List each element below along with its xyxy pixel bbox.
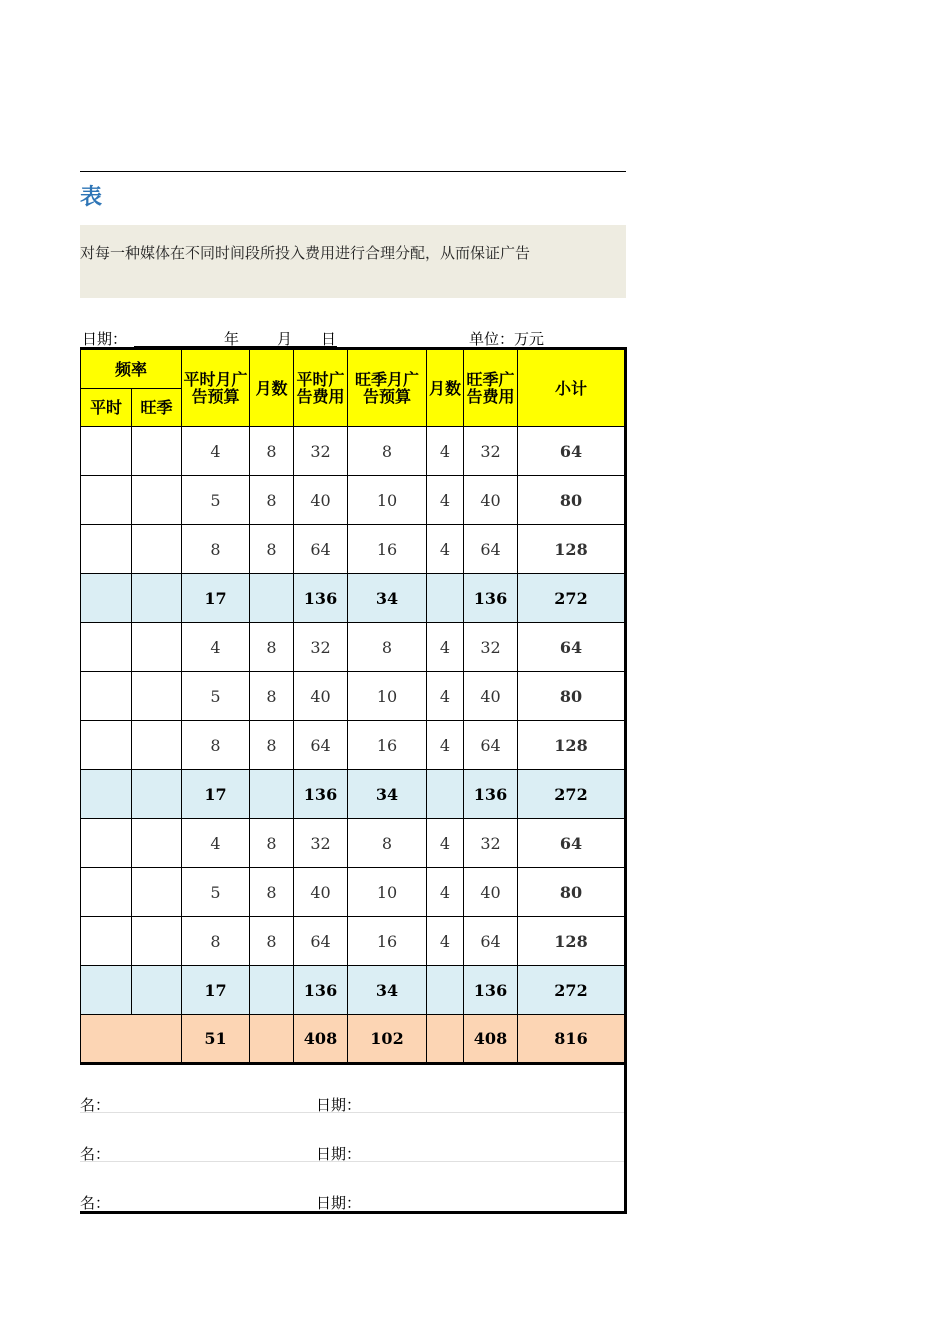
header-normal-monthly-budget: 平时月广告预算 bbox=[182, 349, 250, 427]
cell-peak-frequency bbox=[132, 623, 182, 672]
cell-months bbox=[250, 574, 294, 623]
cell-normal-frequency bbox=[81, 966, 132, 1015]
cell-total-label bbox=[81, 1015, 182, 1064]
cell-months: 8 bbox=[250, 623, 294, 672]
cell-peak-frequency bbox=[132, 868, 182, 917]
day-label: 日 bbox=[321, 330, 337, 348]
cell-normal-frequency bbox=[81, 819, 132, 868]
cell-months bbox=[250, 966, 294, 1015]
cell-normal-frequency bbox=[81, 427, 132, 476]
header-peak: 旺季 bbox=[132, 389, 182, 427]
cell-subtotal: 80 bbox=[518, 868, 626, 917]
cell-subtotal: 272 bbox=[518, 966, 626, 1015]
cell-peak-ad-cost: 32 bbox=[464, 623, 518, 672]
header-peak-ad-cost: 旺季广告费用 bbox=[464, 349, 518, 427]
cell-normal-monthly-budget: 4 bbox=[182, 427, 250, 476]
cell-normal-monthly-budget: 5 bbox=[182, 476, 250, 525]
cell-peak-frequency bbox=[132, 476, 182, 525]
cell-peak-frequency bbox=[132, 427, 182, 476]
cell-peak-frequency bbox=[132, 966, 182, 1015]
cell-peak-months: 4 bbox=[427, 623, 464, 672]
cell-peak-ad-cost: 40 bbox=[464, 672, 518, 721]
grand-total-row bbox=[81, 1015, 626, 1064]
total-months bbox=[250, 1015, 294, 1064]
total-normal-ad-cost: 408 bbox=[294, 1015, 348, 1064]
cell-normal-monthly-budget: 8 bbox=[182, 525, 250, 574]
cell-normal-frequency bbox=[81, 623, 132, 672]
cell-normal-monthly-budget: 5 bbox=[182, 868, 250, 917]
signoff-date-label: 日期： bbox=[316, 1145, 362, 1163]
date-label: 日期： bbox=[82, 330, 128, 348]
signoff-section bbox=[80, 1064, 627, 1214]
cell-normal-ad-cost: 64 bbox=[294, 525, 348, 574]
cell-normal-monthly-budget: 8 bbox=[182, 917, 250, 966]
signoff-row bbox=[80, 1064, 624, 1113]
cell-normal-ad-cost: 40 bbox=[294, 672, 348, 721]
header-peak-monthly-budget: 旺季月广告预算 bbox=[348, 349, 427, 427]
signoff-name-label: 名： bbox=[80, 1194, 111, 1212]
total-subtotal: 816 bbox=[518, 1015, 626, 1064]
cell-subtotal: 128 bbox=[518, 721, 626, 770]
cell-months: 8 bbox=[250, 917, 294, 966]
subtotal-row bbox=[81, 574, 626, 623]
signoff-date-label: 日期： bbox=[316, 1096, 362, 1114]
cell-normal-frequency bbox=[81, 770, 132, 819]
cell-peak-ad-cost: 32 bbox=[464, 819, 518, 868]
description-banner bbox=[80, 225, 626, 298]
total-peak-ad-cost: 408 bbox=[464, 1015, 518, 1064]
header-subtotal: 小计 bbox=[518, 349, 626, 427]
signoff-row bbox=[80, 1162, 624, 1211]
month-label: 月 bbox=[277, 330, 293, 348]
signoff-row bbox=[80, 1113, 624, 1162]
cell-subtotal: 64 bbox=[518, 819, 626, 868]
cell-subtotal: 272 bbox=[518, 574, 626, 623]
cell-peak-months: 4 bbox=[427, 672, 464, 721]
cell-normal-ad-cost: 136 bbox=[294, 574, 348, 623]
cell-months: 8 bbox=[250, 672, 294, 721]
table-row bbox=[81, 721, 626, 770]
cell-peak-monthly-budget: 8 bbox=[348, 623, 427, 672]
cell-peak-ad-cost: 136 bbox=[464, 770, 518, 819]
cell-peak-ad-cost: 40 bbox=[464, 868, 518, 917]
cell-peak-monthly-budget: 34 bbox=[348, 574, 427, 623]
cell-subtotal: 80 bbox=[518, 672, 626, 721]
header-normal-ad-cost: 平时广告费用 bbox=[294, 349, 348, 427]
cell-normal-ad-cost: 32 bbox=[294, 623, 348, 672]
cell-peak-months: 4 bbox=[427, 476, 464, 525]
table-row bbox=[81, 672, 626, 721]
signoff-name-label: 名： bbox=[80, 1145, 111, 1163]
cell-peak-months: 4 bbox=[427, 917, 464, 966]
cell-normal-frequency bbox=[81, 917, 132, 966]
cell-normal-monthly-budget: 8 bbox=[182, 721, 250, 770]
cell-normal-ad-cost: 64 bbox=[294, 721, 348, 770]
cell-peak-frequency bbox=[132, 525, 182, 574]
cell-peak-ad-cost: 64 bbox=[464, 525, 518, 574]
cell-peak-frequency bbox=[132, 672, 182, 721]
cell-normal-frequency bbox=[81, 476, 132, 525]
cell-subtotal: 80 bbox=[518, 476, 626, 525]
cell-normal-monthly-budget: 17 bbox=[182, 770, 250, 819]
cell-normal-frequency bbox=[81, 574, 132, 623]
cell-peak-monthly-budget: 34 bbox=[348, 770, 427, 819]
cell-normal-monthly-budget: 4 bbox=[182, 819, 250, 868]
table-row bbox=[81, 868, 626, 917]
header-peak-months: 月数 bbox=[427, 349, 464, 427]
table-row bbox=[81, 623, 626, 672]
table-row bbox=[81, 917, 626, 966]
header-months: 月数 bbox=[250, 349, 294, 427]
cell-peak-months: 4 bbox=[427, 868, 464, 917]
cell-peak-monthly-budget: 10 bbox=[348, 672, 427, 721]
signoff-date-label: 日期： bbox=[316, 1194, 362, 1212]
cell-months: 8 bbox=[250, 721, 294, 770]
cell-months bbox=[250, 770, 294, 819]
cell-peak-frequency bbox=[132, 819, 182, 868]
cell-normal-ad-cost: 40 bbox=[294, 476, 348, 525]
cell-peak-months bbox=[427, 770, 464, 819]
cell-peak-monthly-budget: 10 bbox=[348, 476, 427, 525]
cell-peak-frequency bbox=[132, 721, 182, 770]
unit-label: 单位：万元 bbox=[469, 330, 545, 348]
cell-normal-monthly-budget: 17 bbox=[182, 574, 250, 623]
table-row bbox=[81, 427, 626, 476]
total-normal-monthly-budget: 51 bbox=[182, 1015, 250, 1064]
cell-peak-ad-cost: 64 bbox=[464, 917, 518, 966]
cell-peak-monthly-budget: 16 bbox=[348, 917, 427, 966]
cell-months: 8 bbox=[250, 525, 294, 574]
cell-normal-ad-cost: 136 bbox=[294, 966, 348, 1015]
table-row bbox=[81, 525, 626, 574]
cell-peak-months bbox=[427, 966, 464, 1015]
subtotal-row bbox=[81, 966, 626, 1015]
cell-peak-ad-cost: 32 bbox=[464, 427, 518, 476]
budget-table bbox=[80, 347, 627, 1065]
cell-normal-ad-cost: 40 bbox=[294, 868, 348, 917]
cell-peak-months: 4 bbox=[427, 427, 464, 476]
cell-normal-ad-cost: 32 bbox=[294, 427, 348, 476]
cell-peak-frequency bbox=[132, 770, 182, 819]
cell-peak-months: 4 bbox=[427, 721, 464, 770]
year-label: 年 bbox=[224, 330, 240, 348]
cell-peak-frequency bbox=[132, 574, 182, 623]
cell-peak-ad-cost: 136 bbox=[464, 966, 518, 1015]
cell-normal-frequency bbox=[81, 721, 132, 770]
cell-peak-monthly-budget: 34 bbox=[348, 966, 427, 1015]
cell-normal-frequency bbox=[81, 672, 132, 721]
cell-subtotal: 64 bbox=[518, 427, 626, 476]
cell-normal-monthly-budget: 17 bbox=[182, 966, 250, 1015]
cell-peak-ad-cost: 40 bbox=[464, 476, 518, 525]
header-normal: 平时 bbox=[81, 389, 132, 427]
cell-months: 8 bbox=[250, 476, 294, 525]
cell-subtotal: 128 bbox=[518, 525, 626, 574]
cell-normal-frequency bbox=[81, 868, 132, 917]
table-row bbox=[81, 819, 626, 868]
cell-normal-monthly-budget: 4 bbox=[182, 623, 250, 672]
description-text: 对每一种媒体在不同时间段所投入费用进行合理分配，从而保证广告 bbox=[80, 244, 531, 262]
cell-peak-ad-cost: 64 bbox=[464, 721, 518, 770]
cell-peak-ad-cost: 136 bbox=[464, 574, 518, 623]
cell-peak-months bbox=[427, 574, 464, 623]
cell-peak-monthly-budget: 8 bbox=[348, 427, 427, 476]
cell-peak-monthly-budget: 8 bbox=[348, 819, 427, 868]
cell-peak-months: 4 bbox=[427, 525, 464, 574]
total-peak-months bbox=[427, 1015, 464, 1064]
cell-normal-monthly-budget: 5 bbox=[182, 672, 250, 721]
cell-months: 8 bbox=[250, 819, 294, 868]
cell-months: 8 bbox=[250, 868, 294, 917]
table-row bbox=[81, 476, 626, 525]
header-frequency: 频率 bbox=[81, 349, 182, 389]
cell-normal-ad-cost: 32 bbox=[294, 819, 348, 868]
cell-peak-monthly-budget: 10 bbox=[348, 868, 427, 917]
page-title-fragment: 表 bbox=[80, 185, 103, 210]
total-peak-monthly-budget: 102 bbox=[348, 1015, 427, 1064]
top-rule bbox=[80, 171, 626, 172]
cell-normal-ad-cost: 136 bbox=[294, 770, 348, 819]
signoff-name-label: 名： bbox=[80, 1096, 111, 1114]
cell-peak-frequency bbox=[132, 917, 182, 966]
cell-peak-monthly-budget: 16 bbox=[348, 721, 427, 770]
cell-subtotal: 128 bbox=[518, 917, 626, 966]
cell-peak-monthly-budget: 16 bbox=[348, 525, 427, 574]
cell-subtotal: 272 bbox=[518, 770, 626, 819]
cell-subtotal: 64 bbox=[518, 623, 626, 672]
cell-peak-months: 4 bbox=[427, 819, 464, 868]
cell-months: 8 bbox=[250, 427, 294, 476]
cell-normal-frequency bbox=[81, 525, 132, 574]
subtotal-row bbox=[81, 770, 626, 819]
cell-normal-ad-cost: 64 bbox=[294, 917, 348, 966]
